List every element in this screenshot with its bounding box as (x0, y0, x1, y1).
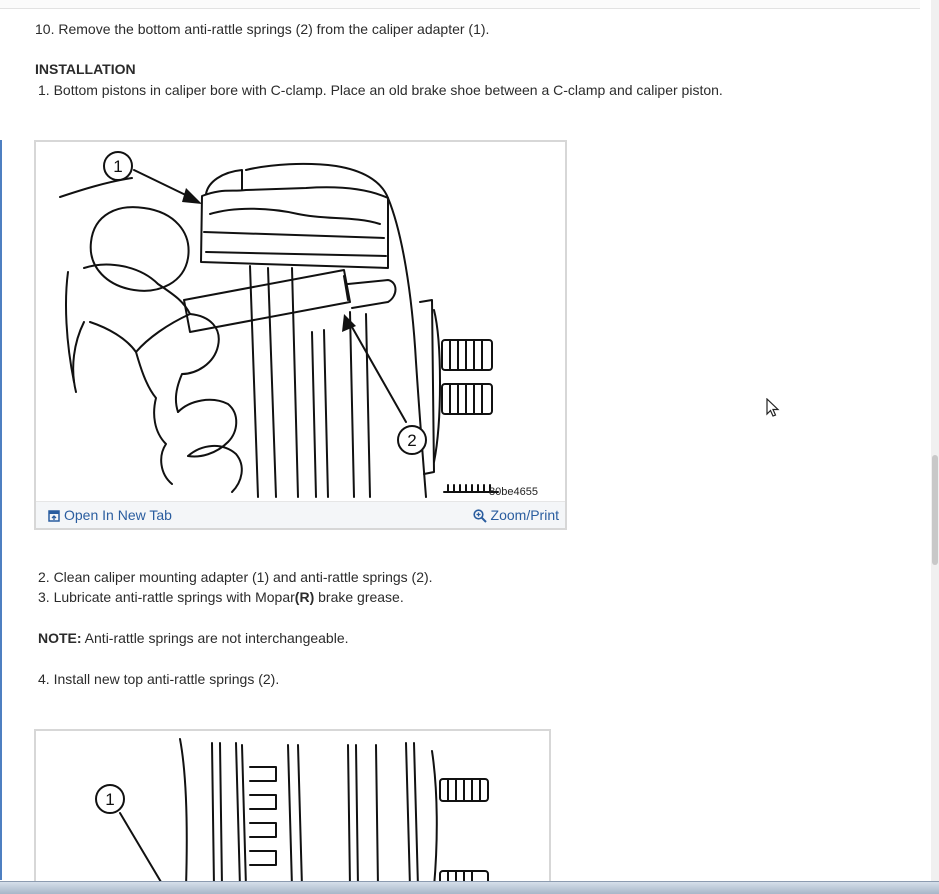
callout-1-label: 1 (113, 157, 123, 176)
figure-2-illustration (36, 731, 549, 887)
top-border (0, 0, 920, 9)
figure-2-callout-1-label: 1 (105, 790, 115, 809)
step-4-text: 4. Install new top anti-rattle springs (2). (38, 671, 280, 687)
step-3-suffix: brake grease. (314, 589, 404, 605)
mouse-pointer-icon (766, 398, 780, 418)
open-in-new-tab-link[interactable] (48, 502, 172, 528)
figure-1-toolbar (36, 501, 565, 528)
figure-code: 80be4655 (489, 486, 538, 498)
registered-mark: (R) (294, 589, 315, 605)
window-bottom-bar (0, 881, 939, 894)
note-body: Anti-rattle springs are not interchangeable. (81, 630, 349, 646)
zoom-print-link[interactable] (473, 502, 559, 528)
step-3-prefix: 3. Lubricate anti-rattle springs with Mopar (38, 589, 295, 605)
scrollbar-thumb[interactable] (932, 455, 938, 565)
window-left-edge (0, 140, 2, 880)
open-new-tab-icon (48, 510, 60, 522)
figure-1-illustration (36, 142, 565, 502)
installation-heading: INSTALLATION (35, 61, 136, 77)
open-in-new-tab-label: Open In New Tab (64, 507, 172, 523)
step-1-text: 1. Bottom pistons in caliper bore with C-clamp. Place an old brake shoe between a C-clamp and caliper piston. (38, 82, 723, 98)
zoom-print-label: Zoom/Print (490, 507, 559, 523)
callout-2-label: 2 (407, 431, 417, 450)
step-2-text: 2. Clean caliper mounting adapter (1) and anti-rattle springs (2). (38, 569, 433, 585)
figure-1 (34, 140, 567, 530)
magnifier-plus-icon (473, 509, 487, 523)
step-10-text: 10. Remove the bottom anti-rattle springs (2) from the caliper adapter (1). (35, 21, 490, 37)
step-3-text (38, 588, 404, 606)
note-text (38, 629, 349, 647)
note-label: NOTE: (38, 630, 82, 646)
figure-2 (34, 729, 551, 889)
vertical-scrollbar[interactable] (931, 0, 939, 893)
